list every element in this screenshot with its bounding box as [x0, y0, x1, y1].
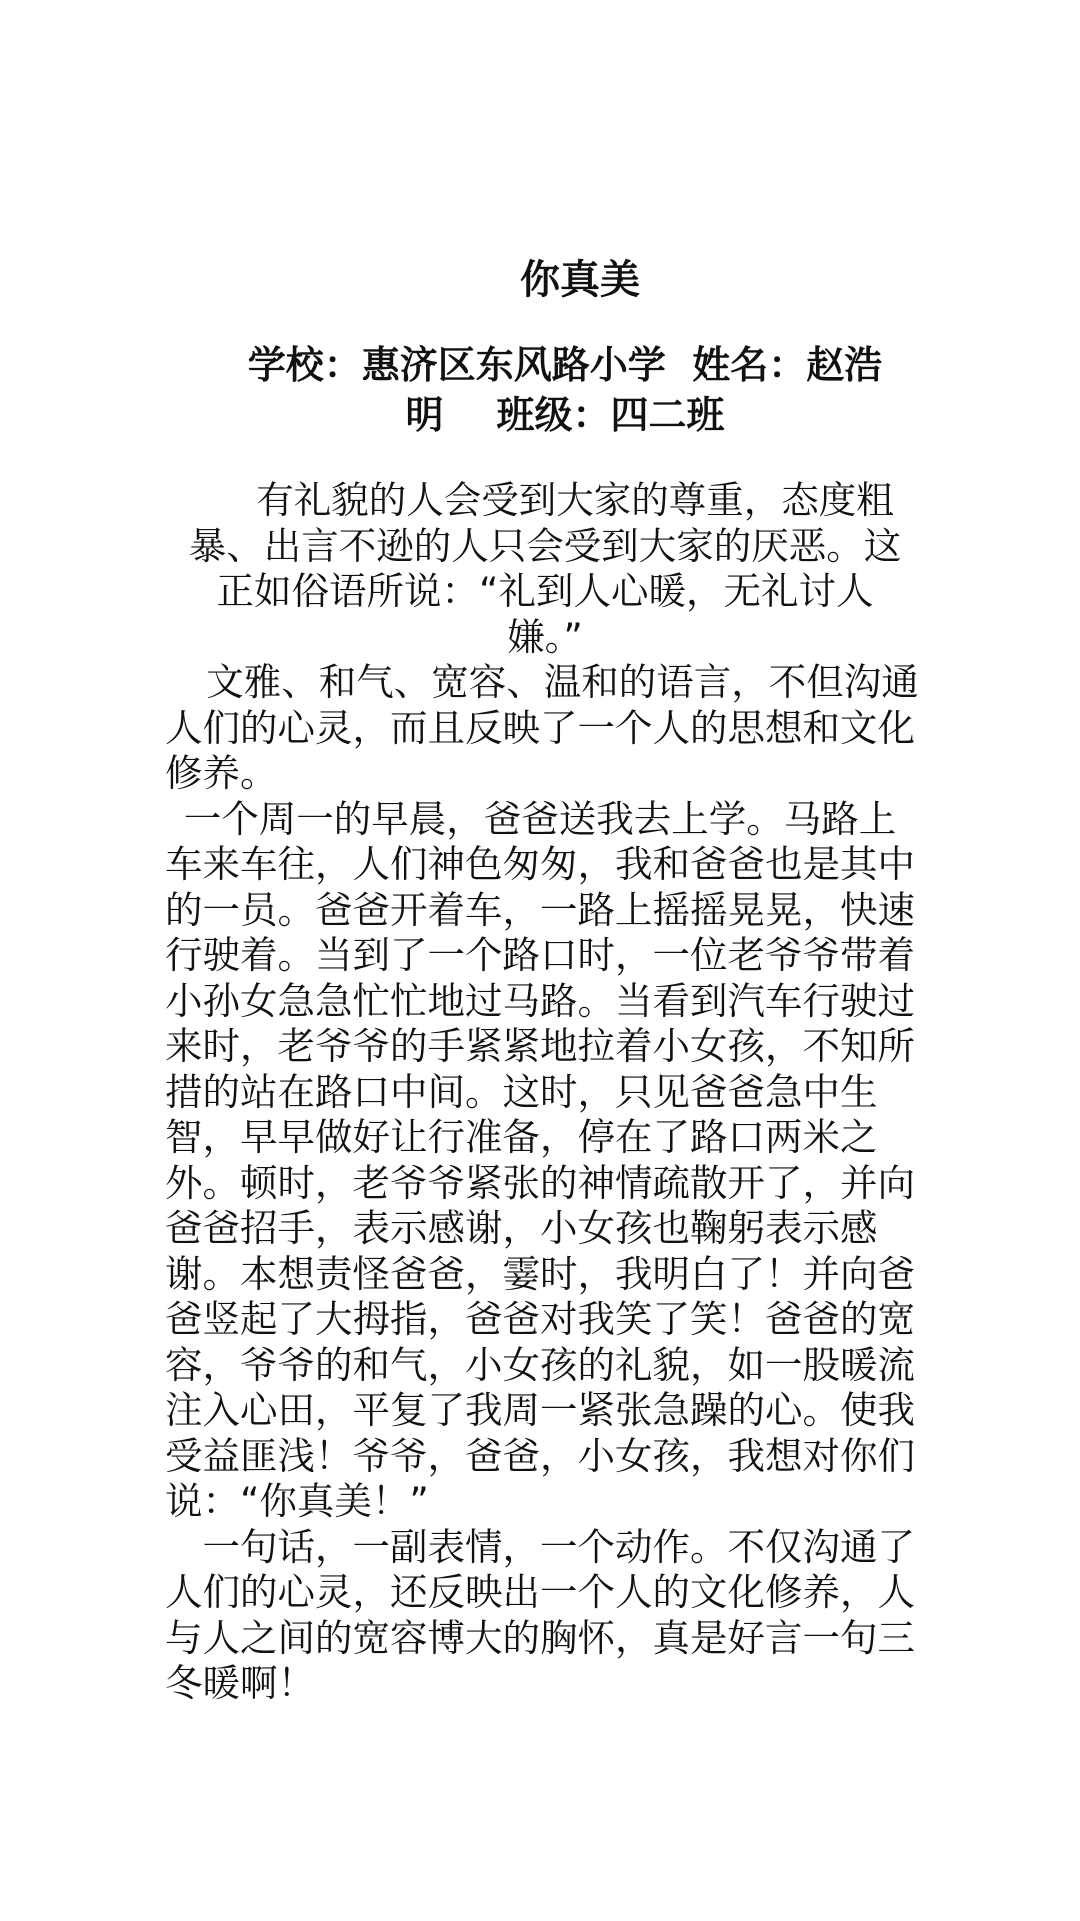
paragraph-story: 一个周一的早晨，爸爸送我去上学。马路上车来车往，人们神色匆匆，我和爸爸也是其中的一员。爸爸开着车，一路上摇摇晃晃，快速行驶着。当到了一个路口时，一位老爷爷带着小孙女急急忙忙地过马路。当看到汽车行驶过来时，老爷爷的手紧紧地拉着小女孩，不知所措的站在路口中间。这时，只见爸爸急中生智，早早做好让行准备，停在了路口两米之外。顿时，老爷爷紧张的神情疏散开了，并向爸爸招手，表示感谢，小女孩也鞠躬表示感谢。本想责怪爸爸，霎时，我明白了！并向爸爸竖起了大拇指，爸爸对我笑了笑！爸爸的宽容，爷爷的和气，小女孩的礼貌，如一股暖流注入心田，平复了我周一紧张急躁的心。使我受益匪浅！爷爷，爸爸，小女孩，我想对你们说：“你真美！”: [165, 796, 915, 1523]
paragraph-intro-line-2: 暴、出言不逊的人只会受到大家的厌恶。这: [188, 523, 902, 568]
paragraph-intro-line-1: 有礼貌的人会受到大家的尊重，态度粗: [256, 478, 894, 522]
paragraph-intro: [165, 478, 925, 660]
document-title: 你真美: [520, 257, 640, 303]
author-info: [205, 340, 925, 440]
author-info-line-2: 明 班级：四二班: [405, 393, 725, 437]
author-info-line-1: 学校：惠济区东风路小学 姓名：赵浩: [247, 343, 883, 387]
paragraph-language: 文雅、和气、宽容、温和的语言，不但沟通人们的心灵，而且反映了一个人的思想和文化修养。: [165, 660, 919, 795]
paragraph-intro-line-4: 嫌。”: [507, 614, 583, 659]
paragraph-intro-line-3: 正如俗语所说：“礼到人心暖，无礼讨人: [216, 569, 874, 613]
paragraph-conclusion: 一句话，一副表情，一个动作。不仅沟通了人们的心灵，还反映出一个人的文化修养，人与人之间的宽容博大的胸怀，真是好言一句三冬暖啊！: [165, 1524, 915, 1705]
essay-body: [165, 478, 925, 1707]
